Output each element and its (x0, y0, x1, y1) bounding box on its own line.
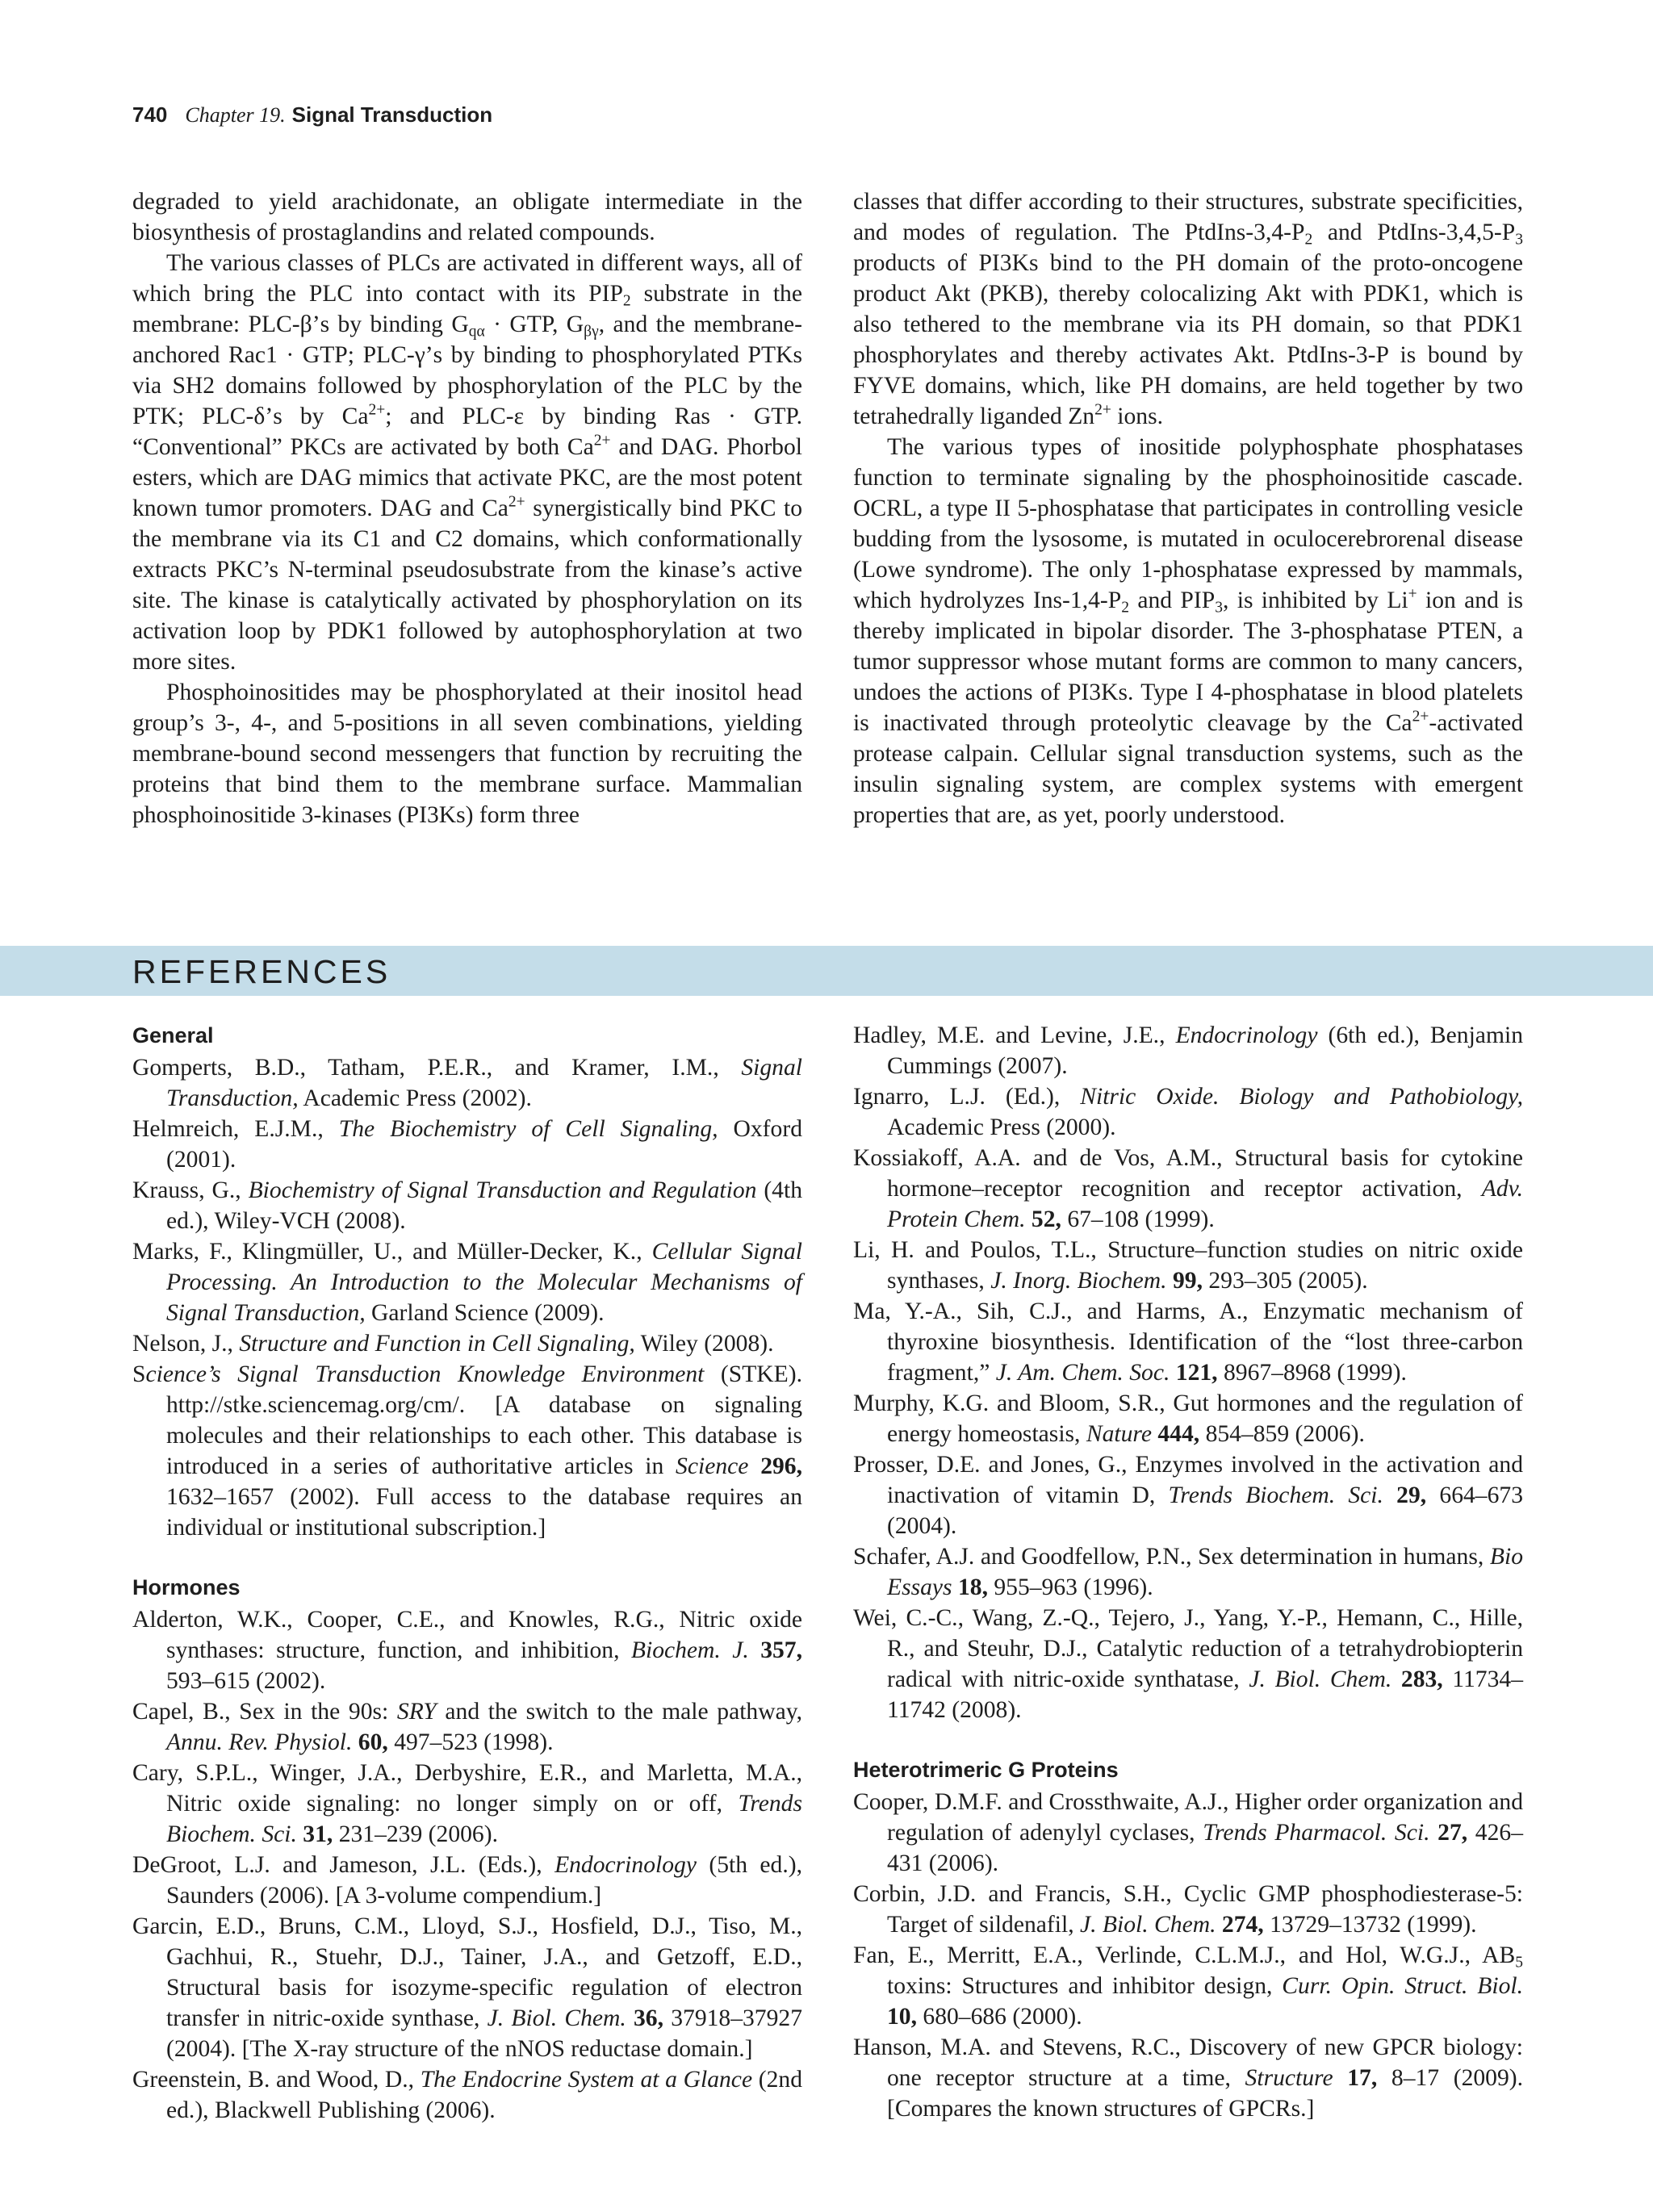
section-heading-general: General (132, 1023, 214, 1047)
reference: Helmreich, E.J.M., The Biochemistry of Cell Signaling, Oxford (2001). (132, 1116, 802, 1173)
reference: Nelson, J., Structure and Function in Cell Signaling, Wiley (2008). (132, 1331, 774, 1357)
reference: Cooper, D.M.F. and Crossthwaite, A.J., Higher order organization and regulation of adenylyl cyclases, Trends Pharmacol. Sci. 27, 426–431 (2006). (853, 1789, 1523, 1876)
body-column-right (853, 186, 1523, 830)
section-heading-hormones: Hormones (132, 1575, 241, 1599)
reference: Prosser, D.E. and Jones, G., Enzymes involved in the activation and inactivation of vitamin D, Trends Biochem. Sci. 29, 664–673 (2004). (853, 1452, 1523, 1539)
reference: Corbin, J.D. and Francis, S.H., Cyclic GMP phosphodiesterase-5: Target of sildenafil, J. Biol. Chem. 274, 13729–13732 (1999). (853, 1881, 1523, 1938)
body-paragraph: The various types of inositide polyphosphate phosphatases function to terminate signaling by the phosphoinositide cascade. OCRL, a type II 5-phosphatase that participates in controlling vesicle budding from the lysosome, is mutated in oculocerebrorenal disease (Lowe syndrome). The only 1-phosphatase expressed by mammals, which hydrolyzes Ins-$1,4-P_2$ and $PIP_3$, is inhibited by Li+ ion and is thereby implicated in bipolar disorder. The 3-phosphatase PTEN, a tumor suppressor whose mutant forms are common to many cancers, undoes the actions of PI3Ks. Type I 4-phosphatase in blood platelets is inactivated through proteolytic cleavage by the $Ca^{2+}$-activated protease calpain. Cellular signal transduction systems, such as the insulin signaling system, are complex systems with emergent properties that are, as yet, poorly understood. (853, 434, 1523, 828)
reference: Alderton, W.K., Cooper, C.E., and Knowles, R.G., Nitric oxide synthases: structure, function, and inhibition, Biochem. J. 357, 593–615 (2002). (132, 1607, 802, 1694)
reference: Schafer, A.J. and Goodfellow, P.N., Sex determination in humans, Bio Essays 18, 955–963 (1996). (853, 1544, 1523, 1600)
references-column-left (132, 1020, 802, 2126)
references-banner (0, 946, 1653, 996)
reference: Ignarro, L.J. (Ed.), Nitric Oxide. Biology and Pathobiology, Academic Press (2000). (853, 1084, 1523, 1140)
reference: Marks, F., Klingmüller, U., and Müller-Decker, K., Cellular Signal Processing. An Introduction to the Molecular Mechanisms of Signal Transduction, Garland Science (2009). (132, 1239, 803, 1326)
reference: Gomperts, B.D., Tatham, P.E.R., and Kramer, I.M., Signal Transduction, Academic Press (2002). (132, 1055, 802, 1111)
reference: DeGroot, L.J. and Jameson, J.L. (Eds.), Endocrinology (5th ed.), Saunders (2006). [A 3-volume compendium.] (132, 1852, 803, 1909)
reference: Kossiakoff, A.A. and de Vos, A.M., Structural basis for cytokine hormone–receptor recognition and receptor activation, Adv. Protein Chem. 52, 67–108 (1999). (853, 1145, 1523, 1232)
reference: Garcin, E.D., Bruns, C.M., Lloyd, S.J., Hosfield, D.J., Tiso, M., Gachhui, R., Stuehr, D.J., Tainer, J.A., and Getzoff, E.D., Structural basis for isozyme-specific regulation of electron transfer in nitric-oxide synthase, J. Biol. Chem. 36, 37918–37927 (2004). [The X-ray structure of the nNOS reductase domain.] (132, 1913, 802, 2062)
reference: Capel, B., Sex in the 90s: SRY and the switch to the male pathway, Annu. Rev. Physiol. 60, 497–523 (1998). (132, 1699, 802, 1755)
reference: Cary, S.P.L., Winger, J.A., Derbyshire, E.R., and Marletta, M.A., Nitric oxide signaling: no longer simply on or off, Trends Biochem. Sci. 31, 231–239 (2006). (132, 1760, 802, 1847)
reference: Science’s Signal Transduction Knowledge Environment (STKE). http://stke.sciencemag.org/cm/. [A database on signaling molecules and their relationships to each other. This database is introduced in a series of authoritative articles in Science 296, 1632–1657 (2002). Full access to the database requires an individual or institutional subscription.] (132, 1361, 802, 1541)
reference: Murphy, K.G. and Bloom, S.R., Gut hormones and the regulation of energy homeostasis, Nature 444, 854–859 (2006). (853, 1390, 1523, 1447)
reference: Ma, Y.-A., Sih, C.J., and Harms, A., Enzymatic mechanism of thyroxine biosynthesis. Identification of the “lost three-carbon fragment,” J. Am. Chem. Soc. 121, 8967–8968 (1999). (853, 1298, 1523, 1386)
body-paragraph: classes that differ according to their structures, substrate specificities, and modes of regulation. The PtdIns-$3,4-P_2$ and PtdIns-$3,4,5-P_3$ products of PI3Ks bind to the PH domain of the proto-oncogene product Akt (PKB), thereby colocalizing Akt with PDK1, which is also tethered to the membrane via its PH domain, so that PDK1 phosphorylates and thereby activates Akt. PtdIns-3-P is bound by FYVE domains, which, like PH domains, are held together by two tetrahedrally liganded $Zn^{2+}$ ions. (853, 189, 1523, 429)
chapter-title: Signal Transduction (291, 102, 493, 127)
references-column-right (853, 1020, 1523, 2124)
body-paragraph: degraded to yield arachidonate, an obligate intermediate in the biosynthesis of prostaglandins and related compounds. (132, 189, 802, 245)
reference: Wei, C.-C., Wang, Z.-Q., Tejero, J., Yang, Y.-P., Hemann, C., Hille, R., and Steuhr, D.J., Catalytic reduction of a tetrahydrobiopterin radical with nitric-oxide synthatase, J. Biol. Chem. 283, 11734–11742 (2008). (853, 1605, 1523, 1723)
reference: Hanson, M.A. and Stevens, R.C., Discovery of new GPCR biology: one receptor structure at a time, Structure 17, 8–17 (2009). [Compares the known structures of GPCRs.] (853, 2034, 1524, 2122)
running-header (132, 102, 492, 128)
reference: Greenstein, B. and Wood, D., The Endocrine System at a Glance (2nd ed.), Blackwell Publishing (2006). (132, 2067, 802, 2123)
section-heading-g-proteins: Heterotrimeric G Proteins (853, 1758, 1119, 1782)
body-paragraph: The various classes of PLCs are activated in different ways, all of which bring the PLC into contact with its $PIP_2$ substrate in the membrane: PLC-β’s by binding $G_{q\alpha}$ · GTP, $G_{\beta\gamma}$, and the membrane-anchored Rac1 · GTP; PLC-γ’s by binding to phosphorylated PTKs via SH2 domains followed by phosphorylation of the PLC by the PTK; PLC-δ’s by $Ca^{2+}$; and PLC-ε by binding Ras · GTP. “Conventional” PKCs are activated by both $Ca^{2+}$ and DAG. Phorbol esters, which are DAG mimics that activate PKC, are the most potent known tumor promoters. DAG and $Ca^{2+}$ synergistically bind PKC to the membrane via its C1 and C2 domains, which conformationally extracts PKC’s N-terminal pseudosubstrate from the kinase’s active site. The kinase is catalytically activated by phosphorylation on its activation loop by PDK1 followed by autophosphorylation at two more sites. (132, 250, 802, 675)
page-number: 740 (132, 102, 168, 127)
reference: Li, H. and Poulos, T.L., Structure–function studies on nitric oxide synthases, J. Inorg. Biochem. 99, 293–305 (2005). (853, 1237, 1523, 1294)
reference: Krauss, G., Biochemistry of Signal Transduction and Regulation (4th ed.), Wiley-VCH (2008). (132, 1177, 803, 1234)
chapter-label: Chapter 19. (185, 103, 286, 127)
reference: Hadley, M.E. and Levine, J.E., Endocrinology (6th ed.), Benjamin Cummings (2007). (853, 1022, 1523, 1079)
body-paragraph: Phosphoinositides may be phosphorylated at their inositol head group’s 3-, 4-, and 5-positions in all seven combinations, yielding membrane-bound second messengers that function by recruiting the proteins that bind them to the membrane surface. Mammalian phosphoinositide 3-kinases (PI3Ks) form three (132, 679, 802, 828)
references-heading: REFERENCES (132, 953, 391, 990)
body-column-left (132, 186, 802, 830)
reference: Fan, E., Merritt, E.A., Verlinde, C.L.M.J., and Hol, W.G.J., $AB_5$ toxins: Structures and inhibitor design, Curr. Opin. Struct. Biol. 10, 680–686 (2000). (853, 1942, 1523, 2030)
